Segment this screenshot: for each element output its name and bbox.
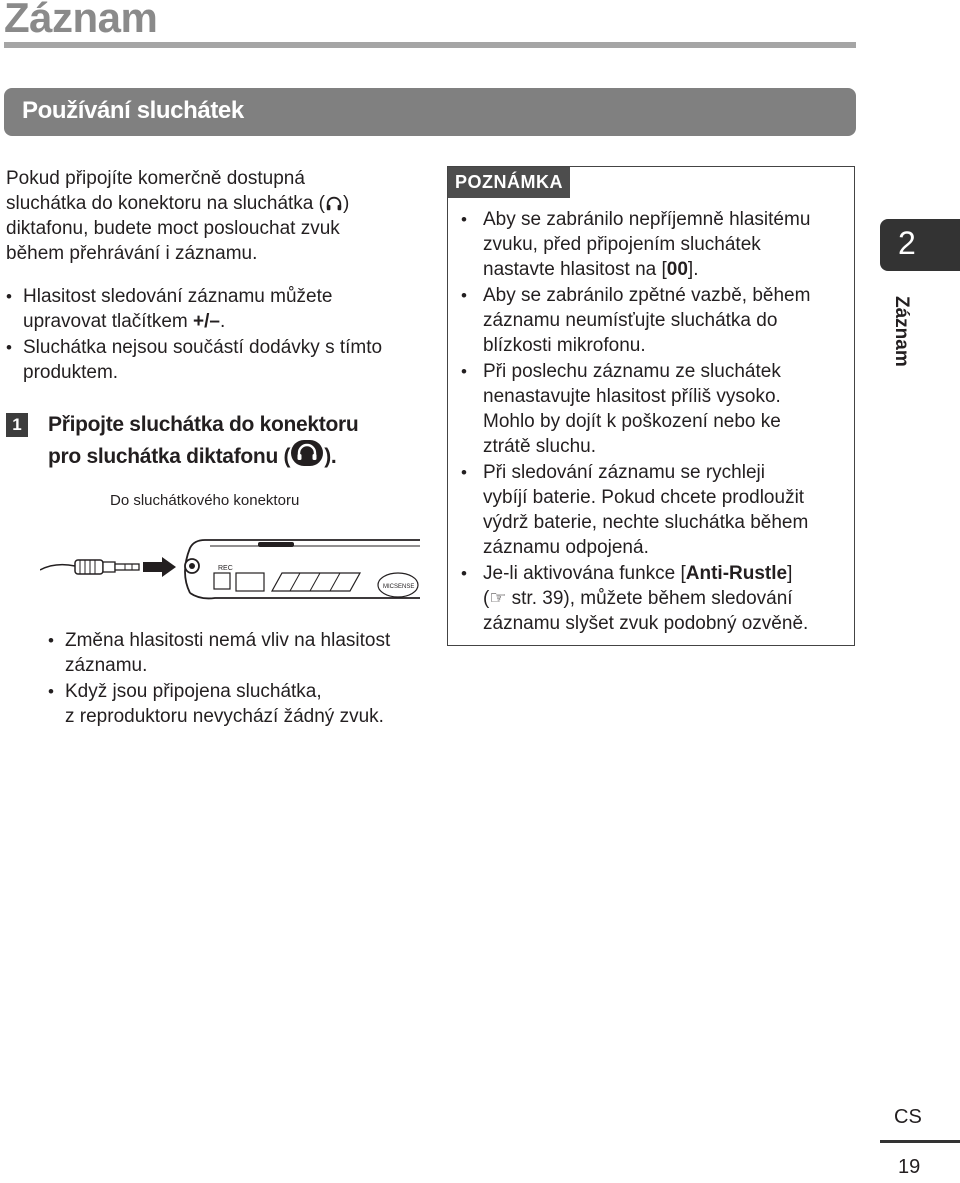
note-item: [458, 359, 843, 459]
step-line-2-close: ).: [324, 445, 337, 468]
note-line: • Aby se zabránilo zpětné vazbě, během: [483, 285, 811, 306]
anti-rustle-setting: Anti-Rustle: [685, 563, 788, 584]
page-title: Záznam: [4, 0, 158, 41]
intro-paragraph: [6, 166, 426, 266]
bullet-bold: +/–: [193, 311, 220, 332]
bullet-line: • Když jsou připojena sluchátka,: [65, 681, 322, 702]
step-bullets: [48, 628, 438, 730]
step-instruction: [48, 410, 428, 471]
page-number: 19: [898, 1156, 921, 1178]
bullet-line: produktem.: [23, 362, 119, 383]
note-line: záznamu neumísťujte sluchátka do: [483, 310, 778, 331]
bullet-line: • Změna hlasitosti nemá vliv na hlasitost: [65, 630, 391, 651]
note-line: výdrž baterie, nechte sluchátka během: [483, 512, 809, 533]
bullet-line: • Sluchátka nejsou součástí dodávky s tímto: [23, 337, 383, 358]
note-text: Je-li aktivována funkce [: [483, 563, 686, 584]
note-line: zvuku, před připojením sluchátek: [483, 234, 761, 255]
note-text: ]: [787, 563, 793, 584]
intro-line-4: během přehrávání i záznamu.: [6, 243, 258, 264]
bullet-item: [48, 628, 438, 678]
note-item: [458, 460, 843, 560]
title-underline: [4, 42, 856, 48]
page-reference-icon: ☞: [489, 588, 507, 609]
intro-line-2-close: ): [342, 193, 350, 214]
step-line-1: Připojte sluchátka do konektoru: [48, 413, 359, 436]
intro-line-1: Pokud připojíte komerčně dostupná: [6, 168, 305, 189]
note-text: nastavte hlasitost na [: [483, 259, 667, 280]
note-item: [458, 283, 843, 358]
bullet-text: upravovat tlačítkem: [23, 311, 194, 332]
note-line: • Při sledování záznamu se rychleji: [483, 462, 765, 483]
mic-sense-label: MICSENSE: [383, 584, 415, 590]
language-rule: [880, 1140, 960, 1143]
step-line-2-text: pro sluchátka diktafonu (: [48, 445, 291, 468]
section-banner: [4, 88, 856, 136]
insert-arrow-icon: [143, 557, 176, 577]
intro-line-3: diktafonu, budete moct poslouchat zvuk: [6, 218, 340, 239]
bullet-item: [6, 335, 426, 385]
note-line: [483, 586, 843, 611]
chapter-tab: [880, 219, 960, 271]
note-bold: 00: [666, 259, 688, 280]
headphone-jack-illustration: [40, 528, 420, 608]
step-line-2: [48, 439, 428, 471]
note-line: záznamu slyšet zvuk podobný ozvěně.: [483, 613, 809, 634]
note-line: nenastavujte hlasitost příliš vysoko.: [483, 386, 781, 407]
note-line: blízkosti mikrofonu.: [483, 335, 646, 356]
bullet-item: [6, 284, 426, 334]
note-text: (: [483, 588, 490, 609]
rec-label: REC: [218, 565, 233, 572]
bullet-item: [48, 679, 438, 729]
bullet-line: • Hlasitost sledování záznamu můžete: [23, 286, 333, 307]
note-box: [447, 166, 855, 646]
intro-line-2: [6, 191, 426, 216]
chapter-name: Záznam: [891, 296, 912, 367]
illustration-label: Do sluchátkového konektoru: [110, 492, 300, 509]
note-item: [458, 561, 843, 636]
note-line: [483, 257, 843, 282]
chapter-name-container: [890, 296, 920, 376]
bullet-text: .: [219, 311, 226, 332]
intro-bullets: [6, 284, 426, 386]
bullet-line: záznamu.: [65, 655, 148, 676]
headphone-plug: [40, 560, 139, 574]
note-label: POZNÁMKA: [448, 167, 570, 198]
step-number: 1: [6, 413, 28, 437]
headphones-icon: [325, 195, 343, 213]
intro-line-2-text: sluchátka do konektoru na sluchátka (: [6, 193, 325, 214]
section-title: Používání sluchátek: [22, 97, 244, 124]
note-line: • Aby se zabránilo nepříjemně hlasitému: [483, 209, 811, 230]
note-line: vybíjí baterie. Pokud chcete prodloužit: [483, 487, 805, 508]
note-line: Mohlo by dojít k poškození nebo ke: [483, 411, 781, 432]
bullet-line: z reproduktoru nevychází žádný zvuk.: [65, 706, 384, 727]
note-line: ztrátě sluchu.: [483, 436, 596, 457]
chapter-number: 2: [898, 225, 916, 261]
note-line: záznamu odpojená.: [483, 537, 649, 558]
note-list: [458, 207, 843, 637]
note-text: ].: [687, 259, 699, 280]
note-line: [483, 561, 843, 586]
note-item: [458, 207, 843, 282]
bullet-line: [23, 309, 426, 334]
language-code: CS: [894, 1106, 922, 1128]
note-line: • Při poslechu záznamu ze sluchátek: [483, 361, 781, 382]
headphones-icon: [290, 439, 324, 467]
note-text: str. 39), můžete během sledování: [506, 588, 793, 609]
